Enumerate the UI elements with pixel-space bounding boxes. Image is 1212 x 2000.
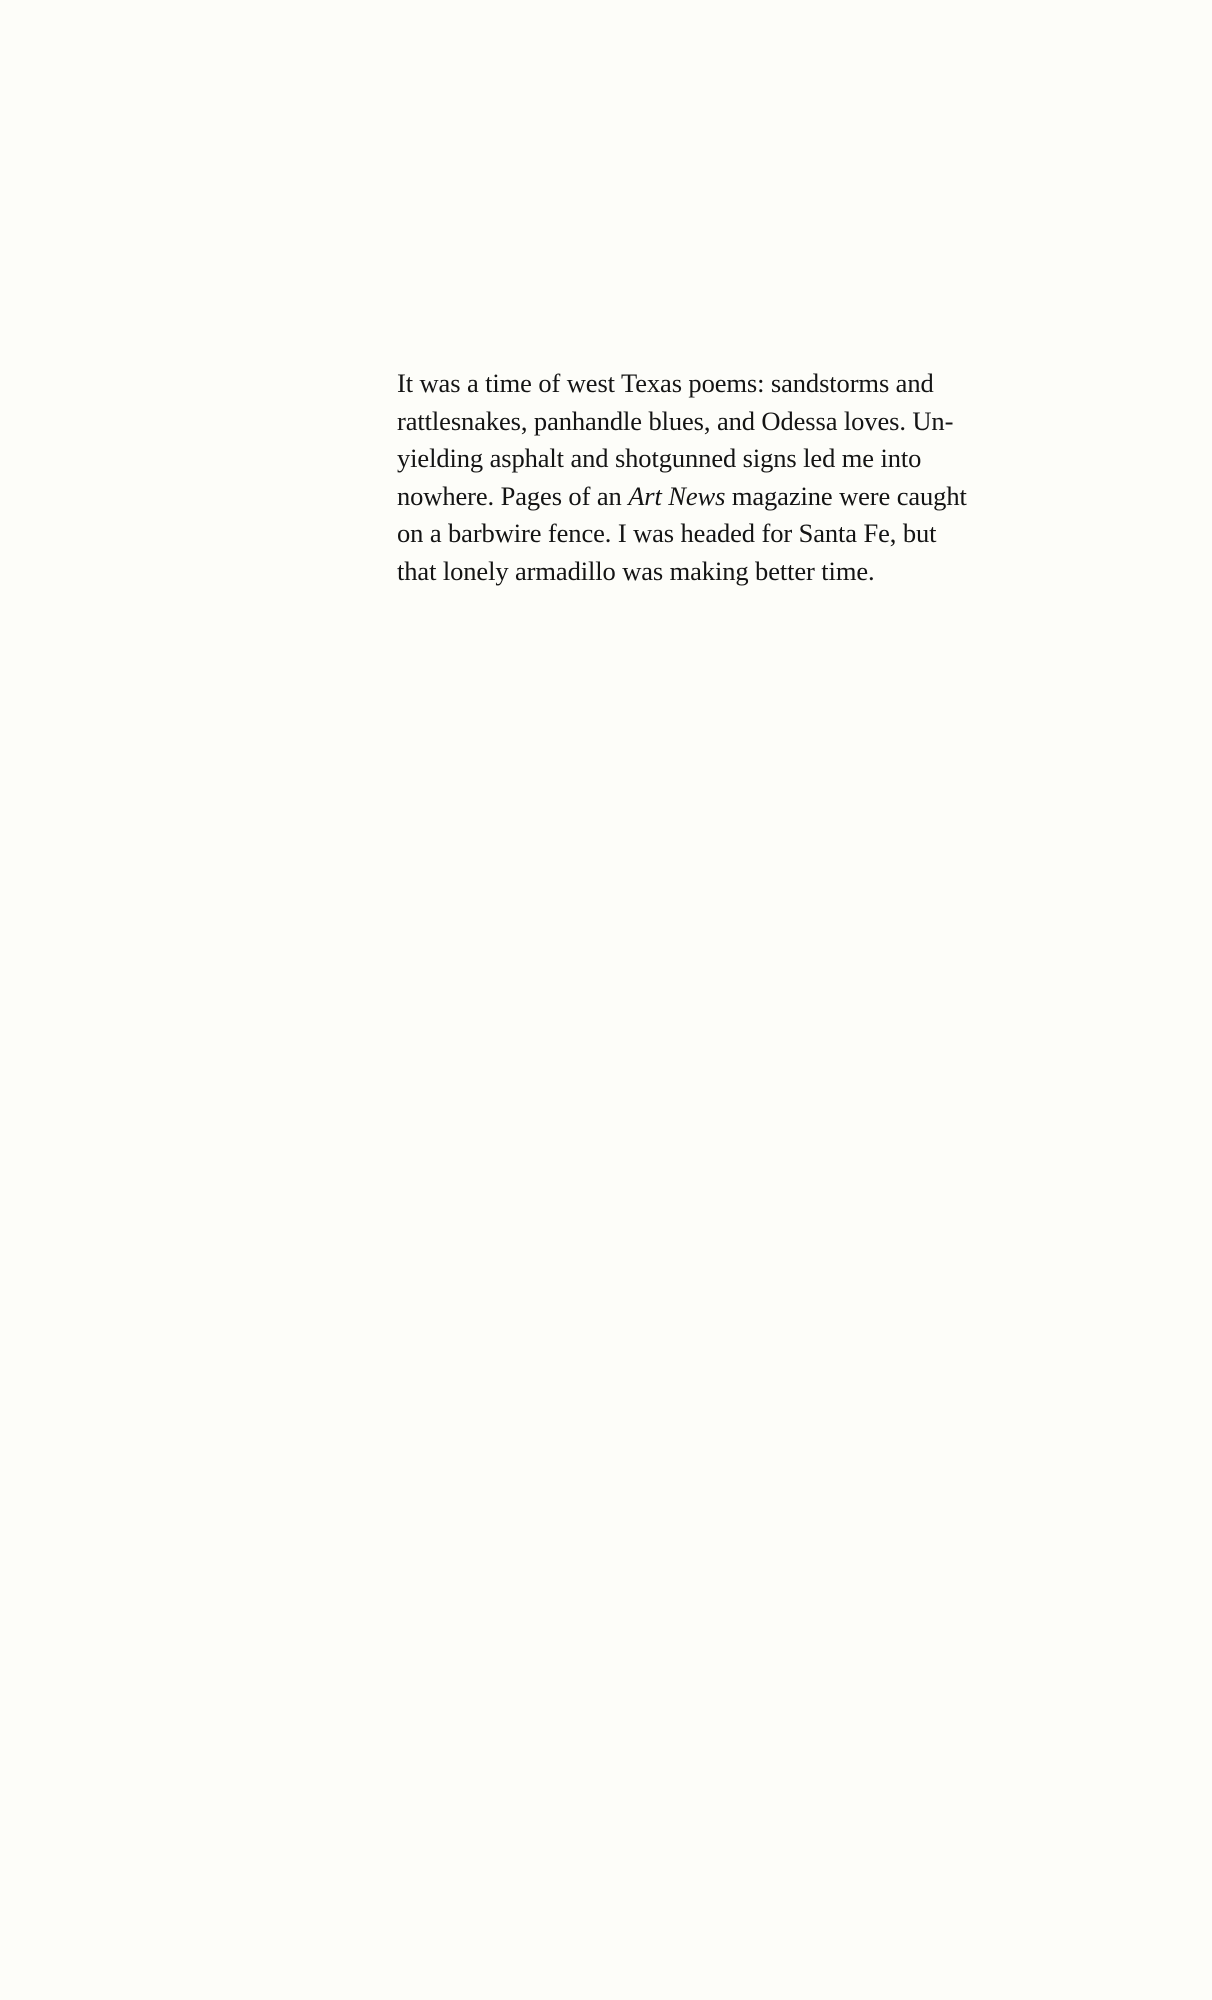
prose-passage — [397, 365, 1037, 590]
passage-line-1: It was a time of west Texas poems: sandstorms and — [397, 368, 934, 398]
passage-line-2: rattlesnakes, panhandle blues, and Odessa loves. Un- — [397, 405, 954, 436]
passage-line-3: yielding asphalt and shotgunned signs led me into — [397, 443, 922, 473]
passage-line-6: that lonely armadillo was making better time. — [397, 555, 875, 586]
passage-line-4 — [397, 478, 1037, 516]
passage-line-5: on a barbwire fence. I was headed for Santa Fe, but — [397, 518, 937, 548]
magazine-title: Art News — [628, 480, 726, 511]
passage-line-4-end: magazine were caught — [725, 480, 967, 511]
passage-line-4-start: nowhere. Pages of an — [397, 480, 629, 511]
